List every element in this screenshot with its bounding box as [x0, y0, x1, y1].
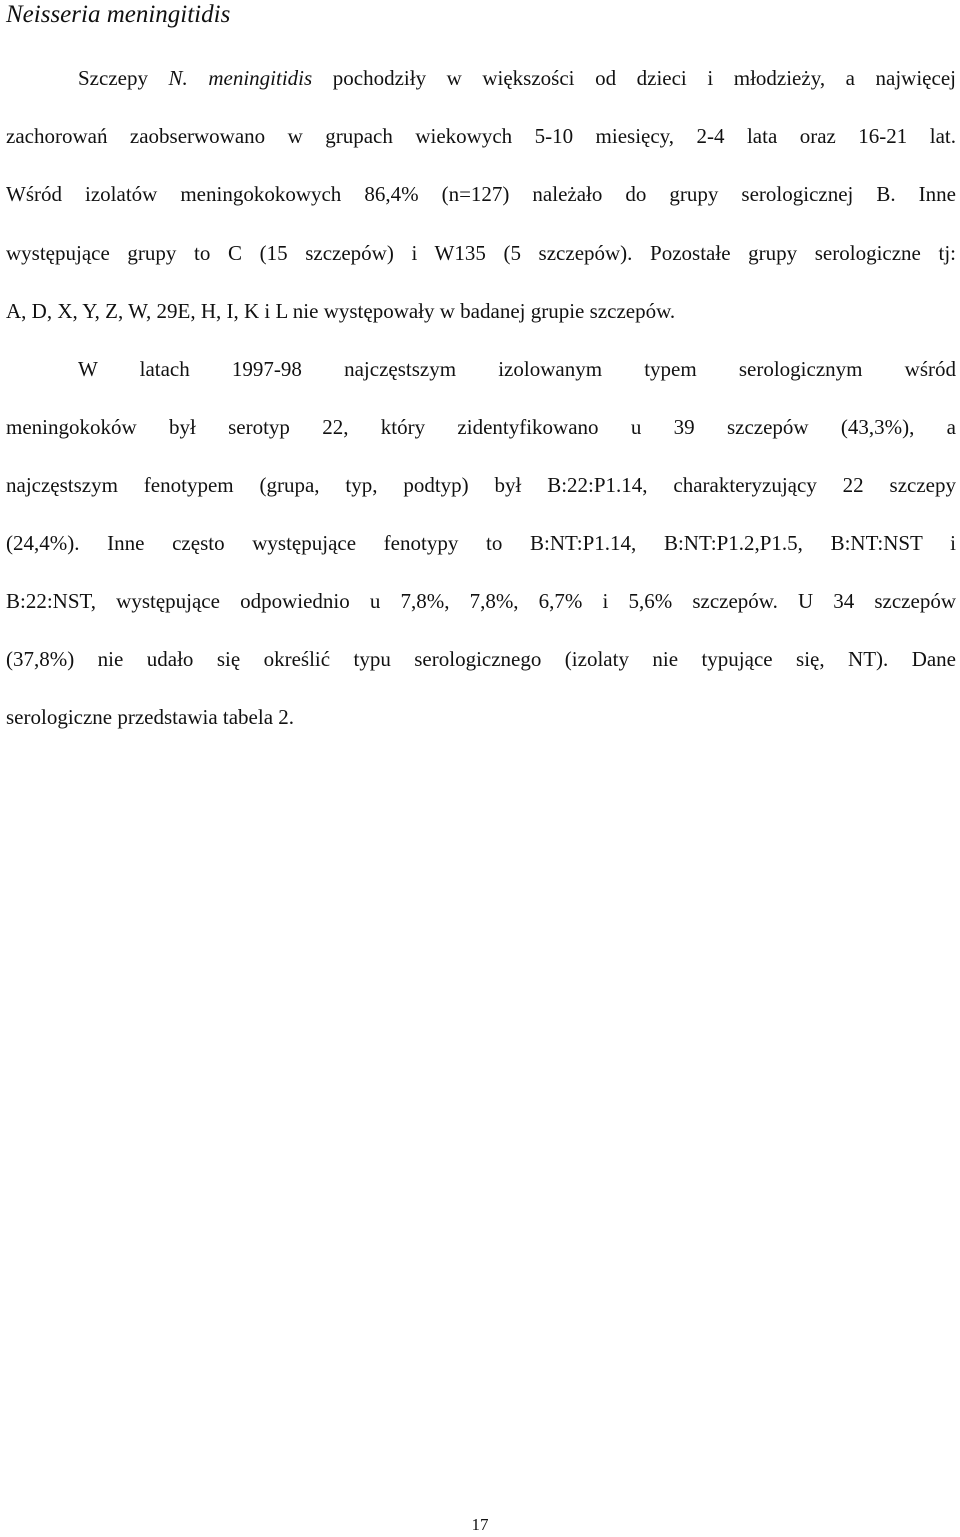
text-run: pochodziły w większości od dzieci i młodzieży, a najwięcej [312, 66, 956, 90]
paragraph-2-line-3: najczęstszym fenotypem (grupa, typ, podtyp) był B:22:P1.14, charakteryzujący 22 szczepy [6, 473, 956, 497]
text-run: Szczepy [78, 66, 169, 90]
paragraph-2-line-4: (24,4%). Inne często występujące fenotypy to B:NT:P1.14, B:NT:P1.2,P1.5, B:NT:NST i [6, 531, 956, 555]
paragraph-2-line-5: B:22:NST, występujące odpowiednio u 7,8%, 7,8%, 6,7% i 5,6% szczepów. U 34 szczepów [6, 589, 956, 613]
paragraph-1-line-4: występujące grupy to C (15 szczepów) i W135 (5 szczepów). Pozostałe grupy serologiczne tj: [6, 241, 956, 265]
paragraph-2-line-6: (37,8%) nie udało się określić typu serologicznego (izolaty nie typujące się, NT). Dane [6, 647, 956, 671]
paragraph-1-line-1 [78, 64, 956, 92]
paragraph-1-line-2: zachorowań zaobserwowano w grupach wiekowych 5-10 miesięcy, 2-4 lata oraz 16-21 lat. [6, 124, 956, 148]
paragraph-2-line-2: meningokoków był serotyp 22, który zidentyfikowano u 39 szczepów (43,3%), a [6, 415, 956, 439]
page-number: 17 [471, 1515, 489, 1534]
section-title: Neisseria meningitidis [6, 1, 231, 28]
paragraph-1-line-3: Wśród izolatów meningokokowych 86,4% (n=127) należało do grupy serologicznej B. Inne [6, 182, 956, 206]
paragraph-2-line-1: W latach 1997-98 najczęstszym izolowanym typem serologicznym wśród [78, 357, 956, 381]
paragraph-2-line-7: serologiczne przedstawia tabela 2. [6, 705, 295, 729]
paragraph-1-line-5: A, D, X, Y, Z, W, 29E, H, I, K i L nie występowały w badanej grupie szczepów. [6, 299, 676, 323]
species-name: N. meningitidis [168, 66, 313, 90]
